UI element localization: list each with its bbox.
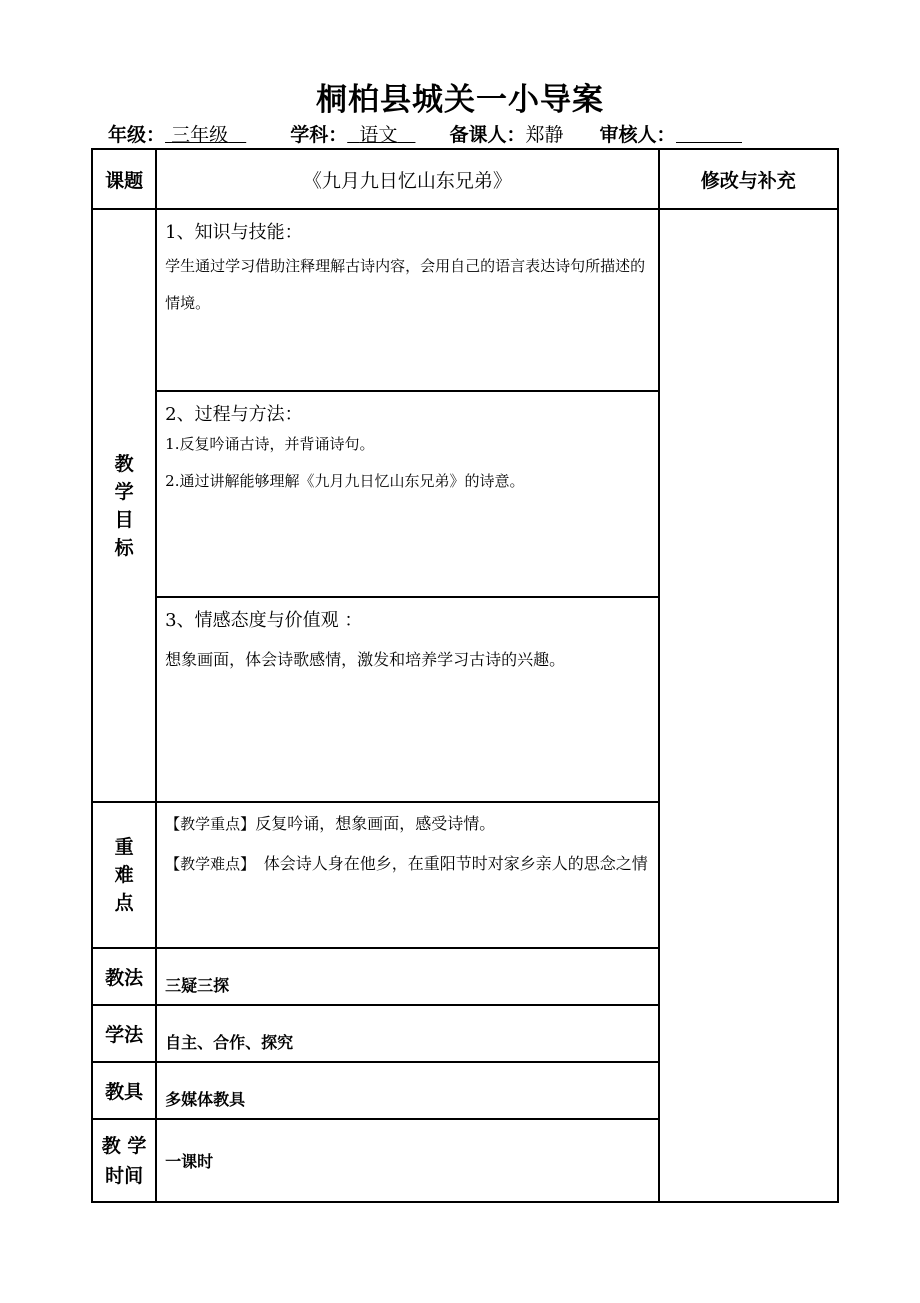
subject-value: 语文 xyxy=(359,124,398,146)
learn-value: 自主、合作、探究 xyxy=(156,1005,658,1062)
revise-area[interactable] xyxy=(659,209,838,1202)
goal1-heading: 1、知识与技能： xyxy=(165,222,303,243)
subject-label: 学科： xyxy=(290,124,348,146)
teacher-value: 郑静 xyxy=(525,124,564,146)
grade-value: 三年级 xyxy=(171,124,229,146)
goal-knowledge xyxy=(156,209,658,391)
learn-label: 学法 xyxy=(92,1005,156,1062)
topic-value: 《九月九日忆山东兄弟》 xyxy=(156,149,658,209)
goal3-text: 想象画面，体会诗歌感情，激发和培养学习古诗的兴趣。 xyxy=(165,650,566,669)
time-value: 一课时 xyxy=(156,1119,658,1202)
goal3-heading: 3、情感态度与价值观 ： xyxy=(165,610,363,631)
method-value: 三疑三探 xyxy=(156,948,658,1005)
difficulty-point: 【教学难点】 体会诗人身在他乡，在重阳节时对家乡亲人的思念之情 xyxy=(165,854,648,873)
reviewer-blank xyxy=(676,124,742,143)
goal2-heading: 2、过程与方法： xyxy=(165,404,303,425)
key-difficult-points xyxy=(156,802,658,948)
goals-label: 教 学 目 标 xyxy=(92,209,156,802)
goal1-text: 学生通过学习借助注释理解古诗内容，会用自己的语言表达诗句所描述的情境。 xyxy=(165,257,646,312)
lesson-plan-table xyxy=(91,148,839,1203)
reviewer-label: 审核人： xyxy=(599,124,676,146)
meta-line xyxy=(108,120,742,147)
goal-attitude xyxy=(156,597,658,802)
tools-value: 多媒体教具 xyxy=(156,1062,658,1119)
keypoints-label: 重 难 点 xyxy=(92,802,156,948)
topic-label: 课题 xyxy=(92,149,156,209)
goal2-item-2: 2.通过讲解能够理解《九月九日忆山东兄弟》的诗意。 xyxy=(165,472,525,490)
document-title: 桐柏县城关一小导案 xyxy=(316,82,604,118)
grade-label: 年级： xyxy=(108,124,166,146)
key-point: 【教学重点】反复吟诵，想象画面，感受诗情。 xyxy=(165,814,496,833)
revise-label: 修改与补充 xyxy=(659,149,838,209)
goal2-item-1: 1.反复吟诵古诗，并背诵诗句。 xyxy=(165,435,375,453)
tools-label: 教具 xyxy=(92,1062,156,1119)
teacher-label: 备课人： xyxy=(449,124,526,146)
method-label: 教法 xyxy=(92,948,156,1005)
goal-process xyxy=(156,391,658,597)
time-label: 教 学 时间 xyxy=(92,1119,156,1202)
